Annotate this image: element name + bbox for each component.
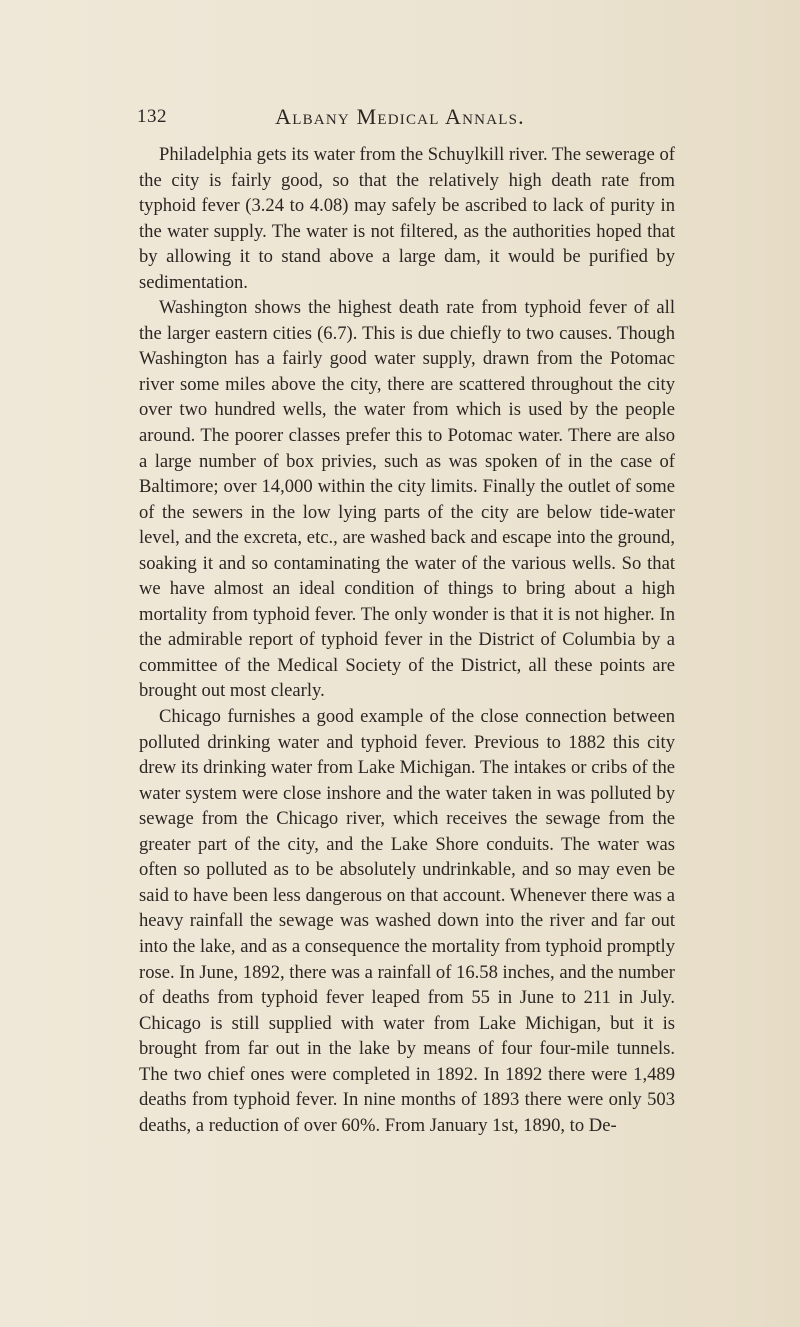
paragraph-philadelphia: Philadelphia gets its water from the Schuylkill river. The sewerage of the city is fairly good, so that the relatively high death rate from typhoid fever (3.24 to 4.08) may safely be ascribed to lack of purity in the water supply. The water is not filtered, as the authorities hoped that by allowing it to stand above a large dam, it would be purified by sedimentation. <box>139 144 675 293</box>
running-title: Albany Medical Annals. <box>275 104 525 129</box>
body-text <box>139 142 675 1138</box>
page-header <box>0 106 800 136</box>
paragraph-chicago: Chicago furnishes a good example of the close connection between polluted drinking water and typhoid fever. Previous to 1882 this city drew its drinking water from Lake Michigan. The intakes or cribs of the water system were close inshore and the water taken in was polluted by sewage from the Chicago river, which receives the sewage from the greater part of the city, and the Lake Shore conduits. The water was often so polluted as to be absolutely undrinkable, and so may even be said to have been less dangerous on that account. Whenever there was a heavy rainfall the sewage was washed down into the river and far out into the lake, and as a consequence the mortality from typhoid promptly rose. In June, 1892, there was a rainfall of 16.58 inches, and the number of deaths from typhoid fever leaped from 55 in June to 211 in July. Chicago is still supplied with water from Lake Michigan, but it is brought from far out in the lake by means of four four-mile tunnels. The two chief ones were completed in 1892. In 1892 there were 1,489 deaths from typhoid fever. In nine months of 1893 there were only 503 deaths, a reduction of over 60%. From January 1st, 1890, to De- <box>139 706 675 1136</box>
paragraph-washington: Washington shows the highest death rate from typhoid fever of all the larger eastern cities (6.7). This is due chiefly to two causes. Though Washington has a fairly good water supply, drawn from the Potomac river some miles above the city, there are scattered throughout the city over two hundred wells, the water from which is used by the people around. The poorer classes prefer this to Potomac water. There are also a large number of box privies, such as was spoken of in the case of Baltimore; over 14,000 within the city limits. Finally the outlet of some of the sewers in the low lying parts of the city are below tide-water level, and the excreta, etc., are washed back and escape into the ground, soaking it and so contaminating the water of the various wells. So that we have almost an ideal condition of things to bring about a high mortality from typhoid fever. The only wonder is that it is not higher. In the admirable report of typhoid fever in the District of Columbia by a committee of the Medical Society of the District, all these points are brought out most clearly. <box>139 297 675 702</box>
page-number: 132 <box>137 106 167 127</box>
